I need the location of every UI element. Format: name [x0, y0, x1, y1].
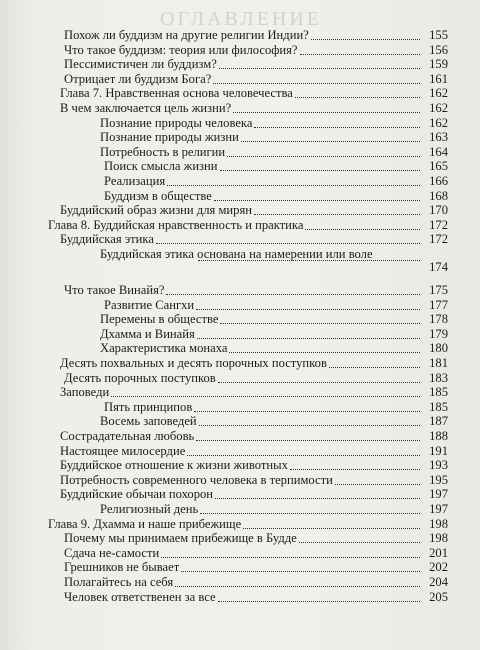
toc-page-number: 183 — [429, 370, 448, 385]
toc-page-number: 172 — [429, 232, 448, 247]
toc-entry-title: Сострадательная любовь — [60, 429, 195, 443]
toc-leader-dots — [196, 309, 420, 310]
toc-entry-title: Десять похвальных и десять порочных поступков — [60, 356, 327, 370]
toc-leader-dots — [213, 83, 420, 84]
toc-leader-dots — [166, 294, 420, 295]
toc-page-number: 162 — [429, 101, 448, 115]
toc-leader-dots — [295, 97, 420, 98]
toc-leader-dots — [335, 484, 420, 485]
toc-entry — [0, 298, 480, 313]
toc-page-number: 163 — [429, 130, 448, 145]
toc-page-number: 174 — [429, 260, 448, 274]
toc-entry — [0, 130, 480, 145]
toc-entry-title: Десять порочных поступков — [64, 370, 216, 385]
toc-page-number: 179 — [429, 326, 448, 341]
toc-leader-dots — [220, 323, 420, 324]
toc-entry-title: Восемь заповедей — [100, 414, 197, 429]
toc-entry-title: Похож ли буддизм на другие религии Индии? — [64, 28, 309, 42]
toc-entry-title: Буддизм в обществе — [104, 188, 212, 203]
toc-entry — [0, 517, 480, 532]
toc-entry-title: Буддийская этика — [60, 232, 154, 247]
toc-entry-title: Развитие Сангхи — [104, 297, 195, 312]
toc-leader-dots — [214, 200, 420, 201]
toc-entry — [0, 575, 480, 590]
toc-entry — [0, 429, 480, 444]
toc-entry-title: Полагайтесь на себя — [64, 575, 174, 589]
toc-entry — [0, 414, 480, 429]
toc-entry — [0, 400, 480, 415]
toc-entry-title: Глава 8. Буддийская нравственность и практика — [48, 217, 304, 232]
toc-entry — [0, 502, 480, 517]
toc-leader-dots — [111, 396, 420, 397]
toc-leader-dots — [175, 586, 420, 587]
toc-entry — [0, 473, 480, 488]
toc-entry — [0, 116, 480, 131]
toc-entry — [0, 327, 480, 342]
toc-entry — [0, 43, 480, 58]
toc-entry-title: Буддийская этика основана на намерении или воле — [100, 247, 373, 261]
toc-entry — [0, 312, 480, 327]
toc-leader-dots — [311, 39, 420, 40]
toc-page-number: 201 — [429, 545, 448, 560]
toc-leader-dots — [200, 513, 420, 514]
toc-leader-dots — [220, 170, 420, 171]
toc-entry — [0, 546, 480, 561]
toc-entry-title: Буддийское отношение к жизни животных — [60, 458, 288, 473]
toc-page-number: 180 — [429, 341, 448, 356]
toc-page-number: 205 — [429, 589, 448, 604]
toc-page-number: 188 — [429, 429, 448, 443]
toc-page-number: 155 — [429, 28, 448, 42]
toc-leader-dots — [198, 260, 420, 261]
toc-entry-title: Дхамма и Винайя — [100, 326, 195, 341]
toc-entry — [0, 560, 480, 575]
toc-leader-dots — [227, 156, 420, 157]
toc-entry-title: Глава 7. Нравственная основа человечества — [60, 86, 293, 101]
toc-page-number: 162 — [429, 115, 448, 130]
toc-entry-title: Характеристика монаха — [100, 341, 228, 356]
toc-page-number: 165 — [429, 159, 448, 174]
toc-leader-dots — [167, 185, 420, 186]
toc-page-number: 159 — [429, 57, 448, 72]
toc-page-number: 181 — [429, 356, 448, 370]
toc-entry — [0, 531, 480, 546]
toc-leader-dots — [161, 557, 420, 558]
toc-entry — [0, 341, 480, 356]
toc-leader-dots — [197, 338, 420, 339]
toc-page-number: 172 — [429, 217, 448, 232]
toc-entry — [0, 159, 480, 174]
toc-page-number: 175 — [429, 283, 448, 297]
toc-leader-dots — [196, 440, 420, 441]
toc-page-number: 166 — [429, 174, 448, 188]
toc-page-number: 198 — [429, 531, 448, 546]
toc-entry — [0, 458, 480, 473]
toc-entry — [0, 444, 480, 459]
toc-leader-dots — [299, 542, 420, 543]
toc-leader-dots — [254, 214, 420, 215]
toc-leader-dots — [219, 68, 420, 69]
toc-page-number: 177 — [429, 297, 448, 312]
toc-page-number: 185 — [429, 399, 448, 414]
toc-leader-dots — [194, 411, 420, 412]
toc-page-number: 193 — [429, 458, 448, 473]
toc-page-number: 187 — [429, 414, 448, 429]
toc-page-number: 198 — [429, 516, 448, 531]
toc-leader-dots — [254, 127, 420, 128]
toc-entry — [0, 487, 480, 502]
toc-entry-title: Религиозный день — [100, 502, 199, 516]
toc-entry — [0, 86, 480, 101]
toc-entry — [0, 247, 480, 283]
toc-page-number: 197 — [429, 487, 448, 502]
toc-leader-dots — [218, 601, 420, 602]
toc-leader-dots — [218, 382, 420, 383]
toc-leader-dots — [229, 352, 420, 353]
toc-entry-title: Реализация — [104, 174, 166, 188]
toc-entry-title: Заповеди — [60, 385, 110, 400]
toc-leader-dots — [241, 141, 420, 142]
toc-entry — [0, 145, 480, 160]
toc-page-number: 185 — [429, 385, 448, 400]
toc-leader-dots — [199, 425, 420, 426]
toc-page-number: 197 — [429, 502, 448, 516]
toc-entry-title: Настоящее милосердие — [60, 443, 186, 458]
toc-page-number: 191 — [429, 443, 448, 458]
toc-page-number: 204 — [429, 575, 448, 589]
toc-page-number: 162 — [429, 86, 448, 101]
toc-entry-title: Познание природы человека — [100, 115, 253, 130]
toc-page-number: 161 — [429, 71, 448, 86]
show-through-heading: ОГЛАВЛЕНИЕ — [160, 8, 322, 30]
toc-entry-title: Поиск смысла жизни — [104, 159, 218, 174]
toc-entry-title: Человек ответственен за все — [64, 589, 216, 604]
toc-leader-dots — [305, 229, 420, 230]
toc-entry-title: Отрицает ли буддизм Бога? — [64, 71, 212, 86]
toc-entry — [0, 371, 480, 386]
toc-leader-dots — [156, 243, 420, 244]
toc-entry — [0, 72, 480, 87]
toc-entry — [0, 385, 480, 400]
toc-entry-title: Буддийский образ жизни для мирян — [60, 203, 252, 218]
toc-leader-dots — [233, 112, 420, 113]
toc-leader-dots — [187, 455, 420, 456]
toc-entry — [0, 28, 480, 43]
toc-page-number: 195 — [429, 472, 448, 487]
toc-leader-dots — [181, 571, 420, 572]
toc-page-number: 178 — [429, 312, 448, 327]
toc-leader-dots — [329, 367, 420, 368]
toc-entry — [0, 203, 480, 218]
toc-page-number: 164 — [429, 144, 448, 159]
toc-entry-title: Почему мы принимаем прибежище в Будде — [64, 531, 297, 546]
toc-leader-dots — [243, 528, 420, 529]
toc-page-number: 168 — [429, 188, 448, 203]
toc-leader-dots — [215, 498, 420, 499]
toc-entry-title: Глава 9. Дхамма и наше прибежище — [48, 516, 242, 531]
toc-entry-title: Потребность современного человека в терпимости — [60, 472, 333, 487]
toc-entry — [0, 174, 480, 189]
toc-entry-title: Буддийские обычаи похорон — [60, 487, 214, 502]
toc-entry-title: Что такое Винайя? — [64, 283, 165, 297]
toc-entry-title: Что такое буддизм: теория или философия? — [64, 42, 298, 57]
toc-page-number: 170 — [429, 203, 448, 218]
toc-entry — [0, 590, 480, 605]
toc-entry-title: Пять принципов — [104, 399, 193, 414]
toc-page-number: 156 — [429, 42, 448, 57]
toc-entry — [0, 101, 480, 116]
toc-entry — [0, 218, 480, 233]
toc-entry-title: Сдача не-самости — [64, 545, 160, 560]
toc-page-number: 202 — [429, 560, 448, 575]
toc-entry-title: Потребность в религии — [100, 144, 226, 159]
toc-entry-title: В чем заключается цель жизни? — [60, 101, 232, 115]
toc-entry — [0, 57, 480, 72]
toc-entry — [0, 283, 480, 298]
toc-entry-title: Грешников не бывает — [64, 560, 180, 575]
toc-entry — [0, 356, 480, 371]
toc-entry — [0, 189, 480, 204]
toc-entry-title: Перемены в обществе — [100, 312, 219, 327]
toc-entry-title: Пессимистичен ли буддизм? — [64, 57, 217, 72]
toc-entry — [0, 232, 480, 247]
toc-leader-dots — [300, 54, 420, 55]
toc-entry-title: Познание природы жизни — [100, 130, 239, 145]
toc-leader-dots — [290, 469, 420, 470]
